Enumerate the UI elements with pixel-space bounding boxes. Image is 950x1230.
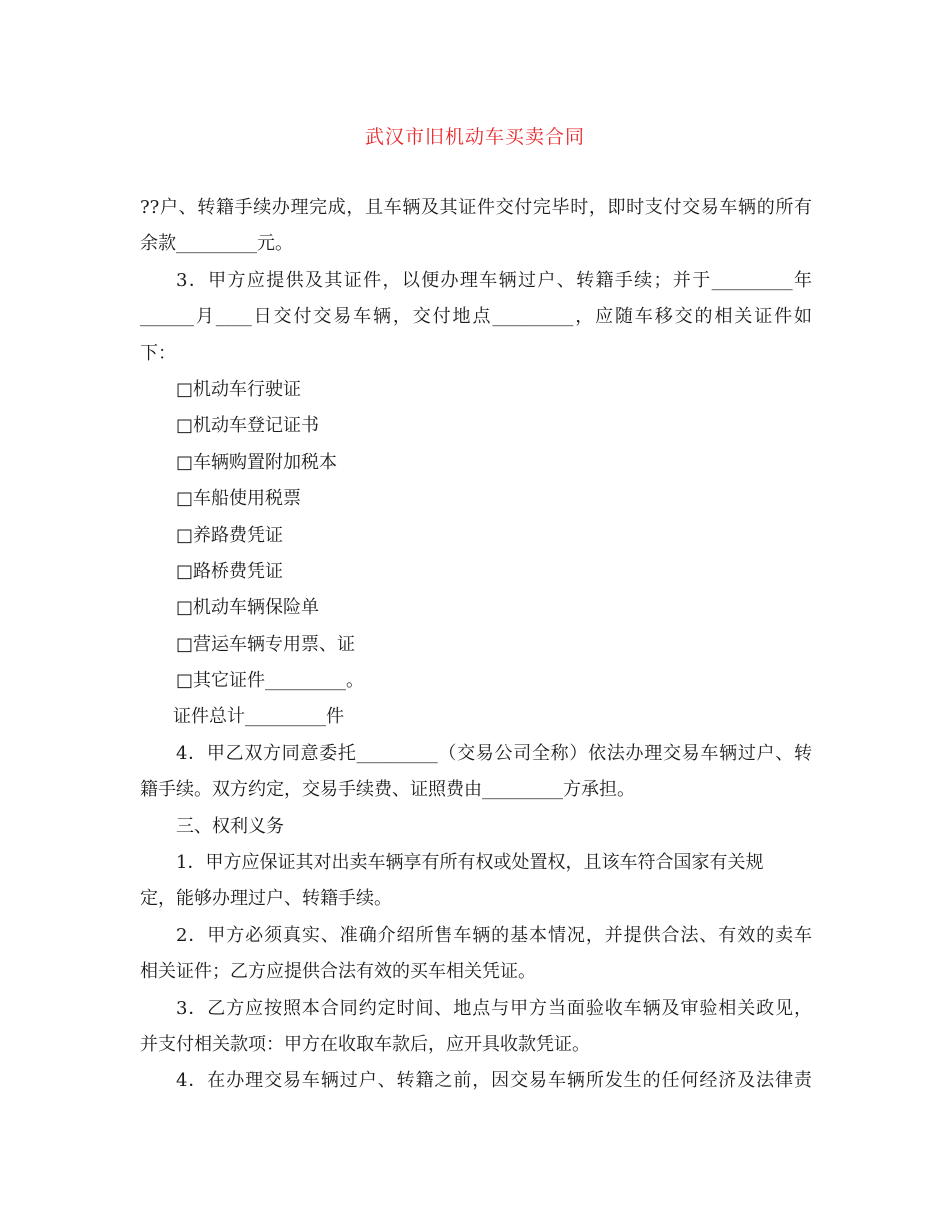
checklist-item: □养路费凭证 <box>176 524 284 546</box>
document-body <box>140 190 812 1100</box>
paragraph-line: 3．乙方应按照本合同约定时间、地点与甲方当面验收车辆及审验相关政见， <box>176 997 812 1019</box>
checklist-item: □其它证件_________。 <box>176 670 365 692</box>
checklist-item: □机动车行驶证 <box>176 378 302 400</box>
paragraph-line: 并支付相关款项：甲方在收取车款后，应开具收款凭证。 <box>140 1033 590 1055</box>
paragraph-line: 1．甲方应保证其对出卖车辆享有所有权或处置权，且该车符合国家有关规 <box>176 852 764 874</box>
document-title: 武汉市旧机动车买卖合同 <box>364 126 585 148</box>
checklist-item: □机动车辆保险单 <box>176 597 320 619</box>
checklist-item: □机动车登记证书 <box>176 415 320 437</box>
paragraph-line: 4．甲乙双方同意委托_________（交易公司全称）依法办理交易车辆过户、转 <box>176 742 812 764</box>
paragraph-line: 下： <box>140 342 176 364</box>
paragraph-line: 定，能够办理过户、转籍手续。 <box>140 888 392 910</box>
section-heading: 三、权利义务 <box>176 815 284 837</box>
paragraph-line: 4．在办理交易车辆过户、转籍之前，因交易车辆所发生的任何经济及法律责 <box>176 1070 812 1092</box>
paragraph-line: 3．甲方应提供及其证件，以便办理车辆过户、转籍手续；并于_________年 <box>176 269 812 291</box>
paragraph-line: ______月____日交付交易车辆，交付地点_________，应随车移交的相关证件如 <box>140 306 812 328</box>
checklist-item: □营运车辆专用票、证 <box>176 633 356 655</box>
checklist-item: □车辆购置附加税本 <box>176 451 338 473</box>
paragraph-line: 籍手续。双方约定，交易手续费、证照费由_________方承担。 <box>140 779 635 801</box>
checklist-item: □车船使用税票 <box>176 488 302 510</box>
paragraph-line: 证件总计_________件 <box>173 706 344 728</box>
paragraph-line: 相关证件；乙方应提供合法有效的买车相关凭证。 <box>140 961 536 983</box>
paragraph-line: 余款_________元。 <box>140 233 293 255</box>
checklist-item: □路桥费凭证 <box>176 560 284 582</box>
paragraph-line: ??户、转籍手续办理完成，且车辆及其证件交付完毕时，即时支付交易车辆的所有 <box>140 197 812 218</box>
paragraph-line: 2．甲方必须真实、准确介绍所售车辆的基本情况，并提供合法、有效的卖车 <box>176 924 812 946</box>
